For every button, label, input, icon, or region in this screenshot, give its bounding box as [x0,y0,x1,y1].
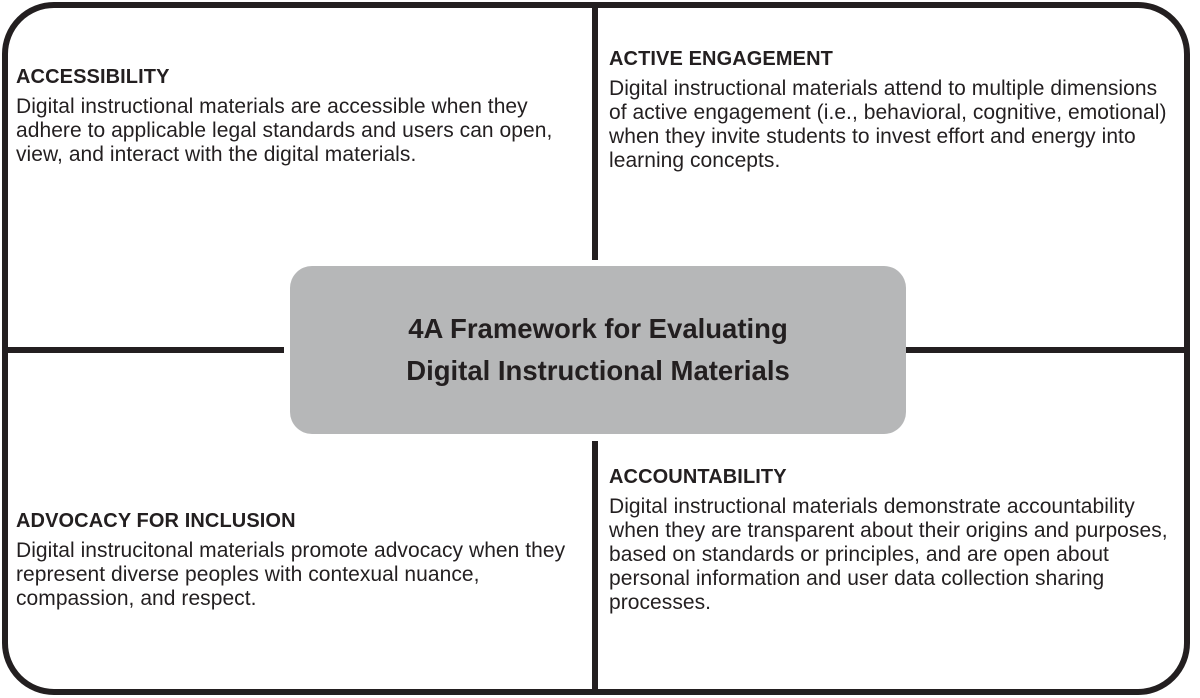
quadrant-active-engagement [609,47,1179,173]
quadrant-accountability [609,465,1179,615]
quadrant-heading: ACCESSIBILITY [16,66,170,88]
center-title-line-2: Digital Instructional Materials [406,355,790,386]
quadrant-description: Digital instrucitonal materials promote advocacy when they represent diverse peoples with contexual nuance, compassion, and respect. [16,539,566,610]
quadrant-heading: ACCOUNTABILITY [609,466,787,488]
quadrant-description: Digital instructional materials demonstrate accountability when they are transparent about their origins and purposes, based on standards or principles, and are open about personal information and user data collection sharing processes. [609,495,1168,614]
quadrant-description: Digital instructional materials attend to multiple dimensions of active engagement (i.e., behavioral, cognitive, emotional) when they invite students to invest effort and energy into learning concepts. [609,77,1167,172]
quadrant-description: Digital instructional materials are accessible when they adhere to applicable legal standards and users can open, view, and interact with the digital materials. [16,95,553,166]
quadrant-accessibility [16,65,576,167]
quadrant-heading: ADVOCACY FOR INCLUSION [16,510,296,532]
horizontal-divider-right [906,347,1186,353]
center-title-line-1: 4A Framework for Evaluating [408,313,788,344]
vertical-divider-bottom [592,441,598,692]
quadrant-advocacy-for-inclusion [16,509,576,611]
center-title-box [290,266,906,434]
vertical-divider-top [592,4,598,260]
quadrant-heading: ACTIVE ENGAGEMENT [609,48,833,70]
horizontal-divider-left [4,347,284,353]
